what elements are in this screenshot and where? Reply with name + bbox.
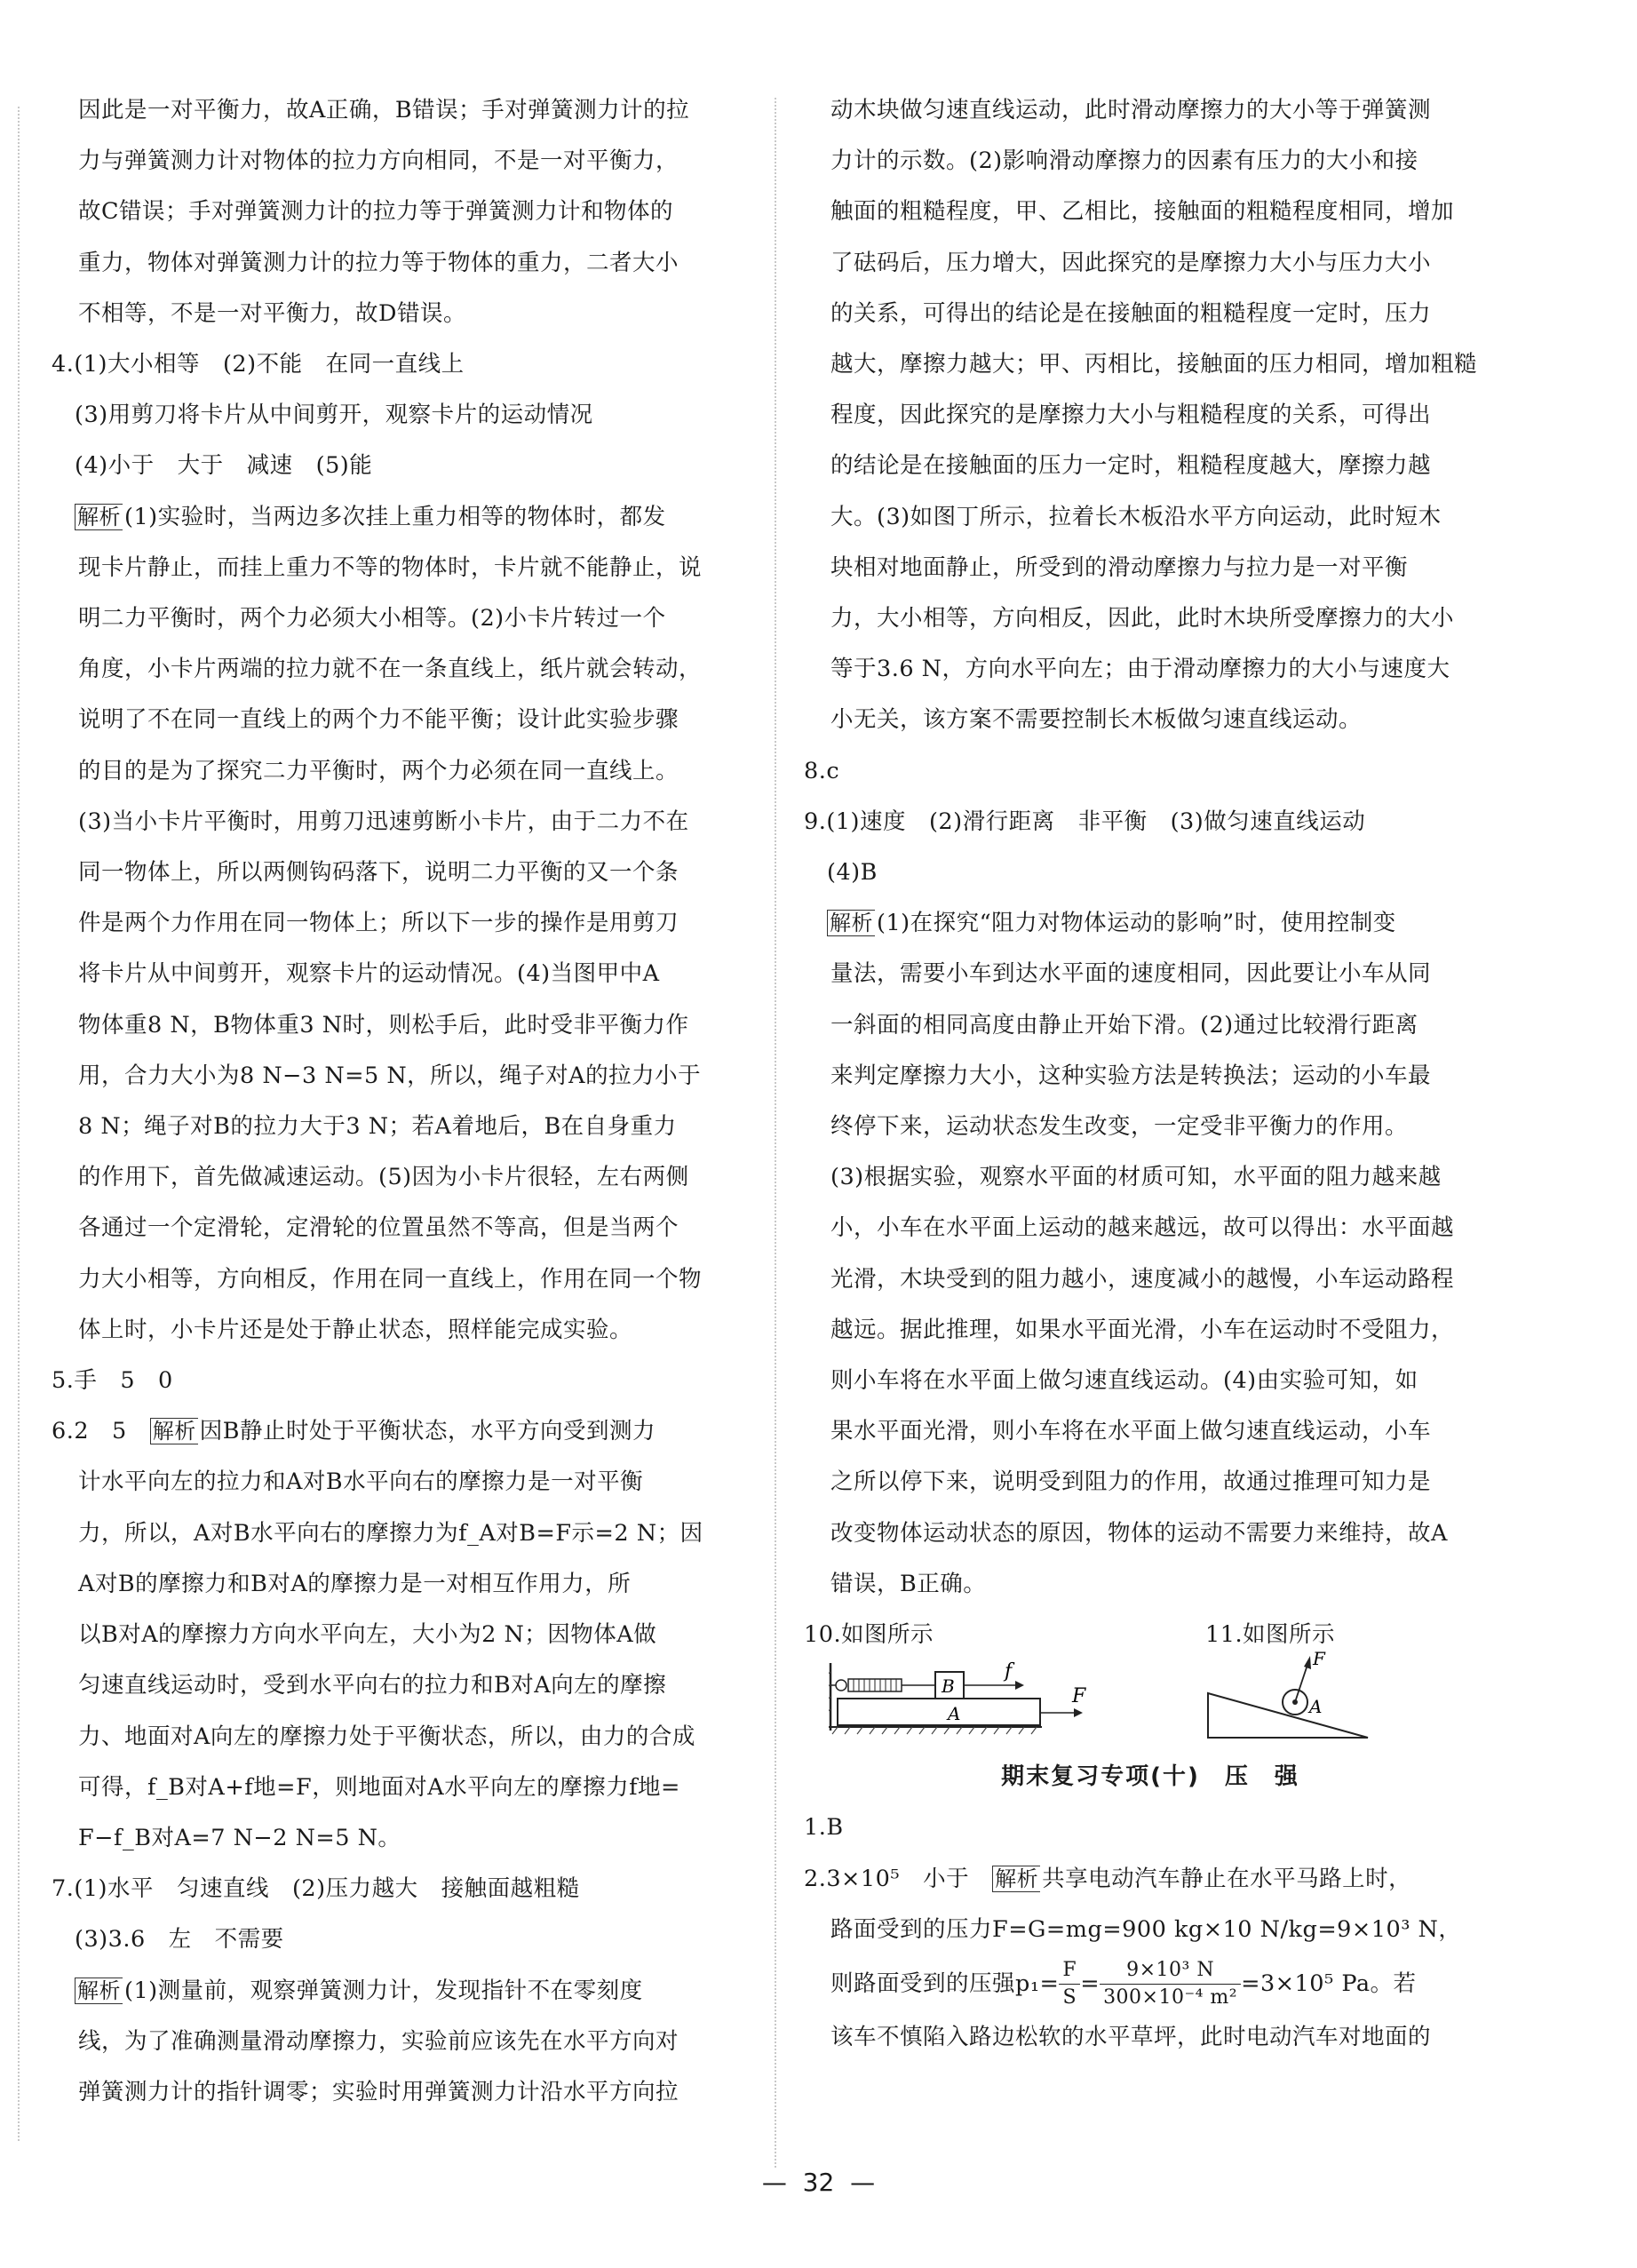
text-line: 5.手 5 0 [52,1367,173,1395]
text-line [804,898,1497,949]
fraction-denominator: S [1062,1986,1077,2009]
analysis-text: (1)实验时，当两边多次挂上重力相等的物体时，都发 [124,503,666,530]
text-line: 一斜面的相同高度由静止开始下滑。(2)通过比较滑行距离 [830,1011,1418,1039]
text-line: 的关系，可得出的结论是在接触面的粗糙程度一定时，压力 [830,299,1432,327]
text-line: 小，小车在水平面上运动的越来越远，故可以得出：水平面越 [830,1214,1455,1242]
text-line: 量法，需要小车到达水平面的速度相同，因此要让小车从同 [830,960,1432,988]
text-line: 改变物体运动状态的原因，物体的运动不需要力来维持，故A [830,1519,1448,1547]
fraction-values [1100,1957,1241,2011]
text-line: 体上时，小卡片还是处于静止状态，照样能完成实验。 [78,1316,633,1343]
page-number-value: 32 [802,2168,835,2197]
left-column [52,85,744,2118]
analysis-text: (1)在探究“阻力对物体运动的影响”时，使用控制变 [877,910,1396,937]
text-line: (3)当小卡片平衡时，用剪刀迅速剪断小卡片，由于二力不在 [78,808,689,835]
text-line: 以B对A的摩擦力方向水平向左，大小为2 N；因物体A做 [78,1621,657,1649]
text-line: 的目的是为了探究二力平衡时，两个力必须在同一直线上。 [78,757,679,784]
answer-q2-prefix: 2.3×10⁵ 小于 [804,1865,993,1892]
text-line: (3)3.6 左 不需要 [75,1926,284,1954]
q10-force-diagram [829,1659,1095,1748]
text-line [52,1406,744,1457]
answer-q2-line2: 路面受到的压力F=G=mg=900 kg×10 N/kg=9×10³ N， [830,1915,1462,1943]
text-line [52,1966,744,2017]
text-line: F−f_B对A=7 N−2 N=5 N。 [78,1824,401,1851]
text-line: 4.(1)大小相等 (2)不能 在同一直线上 [52,351,465,378]
text-line: 越大，摩擦力越大；甲、丙相比，接触面的压力相同，增加粗糙 [830,351,1478,378]
answer-q2-text3a: 则路面受到的压强p₁= [830,1970,1060,1997]
fraction-numerator: F [1059,1957,1080,1985]
answer-q2-text1: 共享电动汽车静止在水平马路上时， [1042,1865,1412,1892]
text-line: 来判定摩擦力大小，这种实验方法是转换法；运动的小车最 [830,1062,1432,1089]
text-line: (3)根据实验，观察水平面的材质可知，水平面的阻力越来越 [830,1164,1442,1191]
q11-ball-a: A [1309,1696,1323,1718]
answer-q2-text3b: =3×10⁵ Pa。若 [1241,1970,1417,1997]
answer-q2-line3 [804,1955,1497,2012]
q11-force-diagram [1199,1649,1377,1747]
analysis-tag: 解析 [150,1418,198,1444]
text-line: 不相等，不是一对平衡力，故D错误。 [78,299,466,327]
text-line: 触面的粗糙程度，甲、乙相比，接触面的粗糙程度相同，增加 [830,198,1455,226]
text-line: 错误，B正确。 [830,1570,987,1597]
text-line: 力、地面对A向左的摩擦力处于平衡状态，所以，由力的合成 [78,1723,695,1750]
text-line: 果水平面光滑，则小车将在水平面上做匀速直线运动，小车 [830,1418,1432,1445]
text-line: 物体重8 N，B物体重3 N时，则松手后，此时受非平衡力作 [78,1011,689,1039]
text-line: 动木块做匀速直线运动，此时滑动摩擦力的大小等于弹簧测 [830,97,1432,123]
text-line: 9.(1)速度 (2)滑行距离 非平衡 (3)做匀速直线运动 [804,808,1366,835]
text-line: 计水平向左的拉力和A对B水平向右的摩擦力是一对平衡 [78,1468,644,1496]
section-heading: 期末复习专项(十) 压 强 [1001,1763,1299,1791]
text-line: 故C错误；手对弹簧测力计的拉力等于弹簧测力计和物体的 [78,198,674,226]
text-line: 力大小相等，方向相反，作用在同一直线上，作用在同一个物 [78,1265,703,1293]
text-line: 8.c [804,757,840,784]
text-line: A对B的摩擦力和B对A的摩擦力是一对相互作用力，所 [78,1570,632,1597]
text-line [52,492,744,543]
text-line: 角度，小卡片两端的拉力就不在一条直线上，纸片就会转动， [78,656,703,683]
text-line: 7.(1)水平 匀速直线 (2)压力越大 接触面越粗糙 [52,1875,580,1903]
fraction-denominator: 300×10⁻⁴ m² [1103,1986,1238,2009]
text-line: 将卡片从中间剪开，观察卡片的运动情况。(4)当图甲中A [78,960,660,988]
text-line: 件是两个力作用在同一物体上；所以下一步的操作是用剪刀 [78,910,679,937]
text-line: 块相对地面静止，所受到的滑动摩擦力与拉力是一对平衡 [830,553,1409,581]
text-line: 光滑，木块受到的阻力越小，速度减小的越慢，小车运动路程 [830,1265,1455,1293]
analysis-tag: 解析 [75,504,123,530]
text-line: 各通过一个定滑轮，定滑轮的位置虽然不等高，但是当两个 [78,1214,679,1242]
text-line: (3)用剪刀将卡片从中间剪开，观察卡片的运动情况 [75,402,593,429]
text-line: 可得，f_B对A+f地=F，则地面对A水平向左的摩擦力f地= [78,1773,680,1801]
text-line: 因此是一对平衡力，故A正确，B错误；手对弹簧测力计的拉 [78,97,690,123]
text-line: 则小车将在水平面上做匀速直线运动。(4)由实验可知，如 [830,1367,1418,1395]
text-line: 力，所以，A对B水平向右的摩擦力为f_A对B=F示=2 N；因 [78,1519,703,1547]
q10-force-F: F [1072,1685,1086,1708]
text-line: 小无关，该方案不需要控制长木板做匀速直线运动。 [830,706,1363,734]
text-line: 力计的示数。(2)影响滑动摩擦力的因素有压力的大小和接 [830,147,1418,175]
text-line: 越远。据此推理，如果水平面光滑，小车在运动时不受阻力， [830,1316,1455,1343]
q11-force-F: F [1313,1649,1326,1670]
text-line: 重力，物体对弹簧测力计的拉力等于物体的重力，二者大小 [78,249,679,276]
analysis-text: 因B静止时处于平衡状态，水平方向受到测力 [199,1418,656,1445]
text-line: 弹簧测力计的指针调零；实验时用弹簧测力计沿水平方向拉 [78,2078,679,2105]
answer-q2-line1 [804,1854,1497,1905]
text-line: 同一物体上，所以两侧钩码落下，说明二力平衡的又一个条 [78,859,679,887]
text-line: 现卡片静止，而挂上重力不等的物体时，卡片就不能静止，说 [78,553,703,581]
q10-block-a: A [948,1703,961,1725]
text-line: 的作用下，首先做减速运动。(5)因为小卡片很轻，左右两侧 [78,1164,689,1191]
text-line: 8 N；绳子对B的拉力大于3 N；若A着地后，B在自身重力 [78,1113,677,1141]
text-line: (4)小于 大于 减速 (5)能 [75,452,373,480]
text-line: 用，合力大小为8 N−3 N=5 N，所以，绳子对A的拉力小于 [78,1062,702,1089]
analysis-text: (1)测量前，观察弹簧测力计，发现指针不在零刻度 [124,1977,643,2004]
text-line: 说明了不在同一直线上的两个力不能平衡；设计此实验步骤 [78,706,679,734]
text-line: 明二力平衡时，两个力必须大小相等。(2)小卡片转过一个 [78,605,666,633]
text-line: 终停下来，运动状态发生改变，一定受非平衡力的作用。 [830,1113,1409,1141]
answer-q2-line4: 该车不慎陷入路边松软的水平草坪，此时电动汽车对地面的 [830,2023,1432,2050]
text-line: 力与弹簧测力计对物体的拉力方向相同，不是一对平衡力， [78,147,679,175]
right-column-text [804,85,1497,1610]
answer-q1: 1.B [804,1814,844,1842]
text-line: 等于3.6 N，方向水平向左；由于滑动摩擦力的大小与速度大 [830,656,1450,683]
q10-block-b: B [942,1675,956,1698]
fraction-numerator: 9×10³ N [1100,1957,1241,1985]
q11-label: 11.如图所示 [1205,1621,1336,1649]
q10-force-f: f [1005,1660,1013,1683]
figure-row [804,1610,1497,1752]
text-line: 了砝码后，压力增大，因此探究的是摩擦力大小与压力大小 [830,249,1432,276]
text-line: 之所以停下来，说明受到阻力的作用，故通过推理可知力是 [830,1468,1432,1496]
answer-prefix: 6.2 5 [52,1418,150,1445]
text-line: 力，大小相等，方向相反，因此，此时木块所受摩擦力的大小 [830,605,1455,633]
q10-label: 10.如图所示 [804,1621,934,1649]
analysis-tag: 解析 [75,1978,123,2004]
analysis-tag: 解析 [992,1866,1040,1892]
column-divider [775,98,776,2168]
analysis-tag: 解析 [827,910,875,936]
text-line: 匀速直线运动时，受到水平向右的拉力和B对A向左的摩擦 [78,1672,667,1699]
left-margin-rule [18,107,20,2141]
text-line: 的结论是在接触面的压力一定时，粗糙程度越大，摩擦力越 [830,452,1432,480]
text-line: 程度，因此探究的是摩擦力大小与粗糙程度的关系，可得出 [830,402,1432,429]
fraction-f-over-s [1059,1957,1080,2011]
page-number: — 32 — [761,2168,876,2197]
text-line: 线，为了准确测量滑动摩擦力，实验前应该先在水平方向对 [78,2027,679,2055]
equals-sign: = [1080,1970,1101,1997]
text-line: (4)B [827,859,878,887]
right-column [804,85,1497,2063]
text-line: 大。(3)如图丁所示，拉着长木板沿水平方向运动，此时短木 [830,503,1442,530]
